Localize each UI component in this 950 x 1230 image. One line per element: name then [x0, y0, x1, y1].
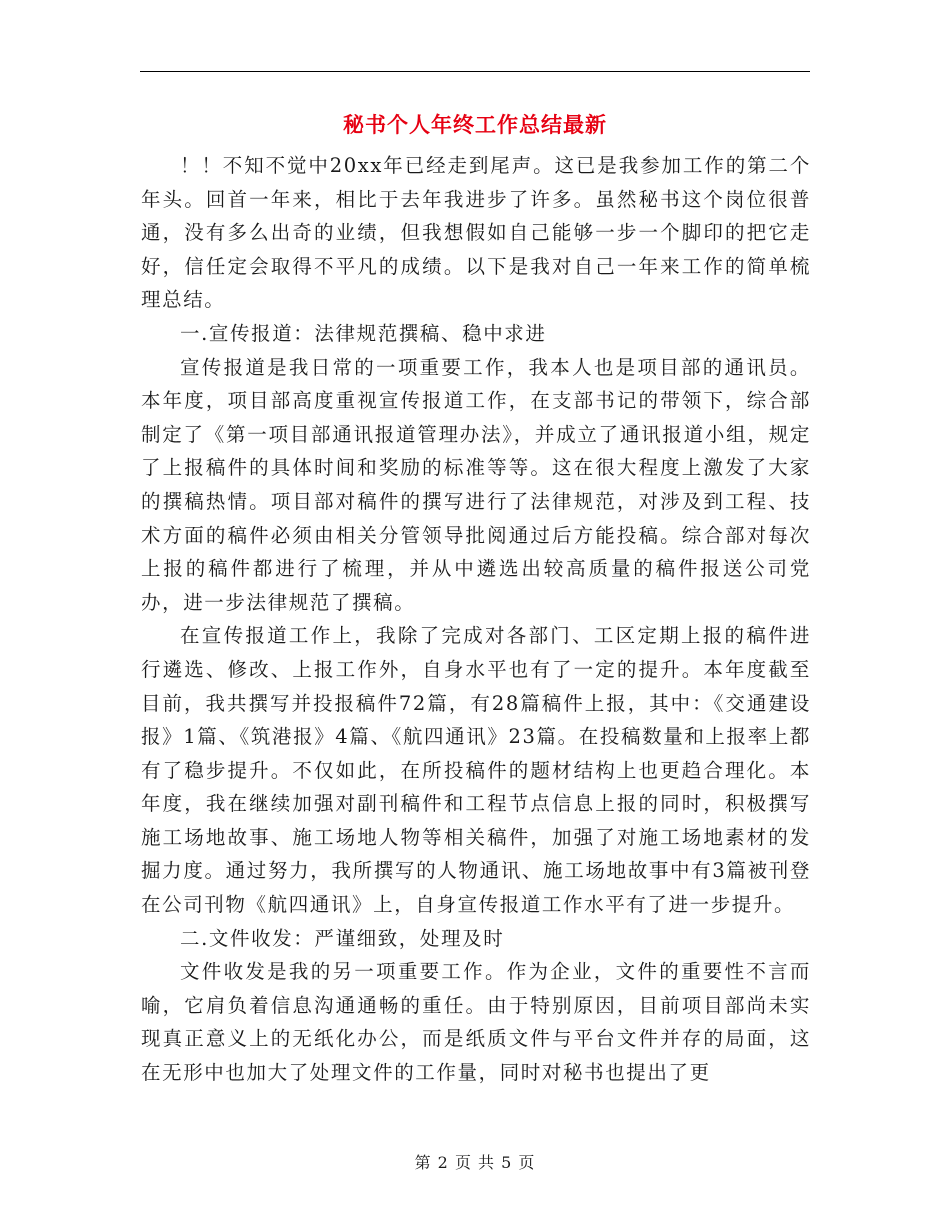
document-body — [141, 149, 811, 1090]
header-rule — [140, 71, 810, 72]
section-heading-publicity: 一.宣传报道：法律规范撰稿、稳中求进 — [180, 321, 547, 345]
paragraph-documents: 文件收发是我的另一项重要工作。作为企业，文件的重要性不言而喻，它肩负着信息沟通通畅的重任。由于特别原因，目前项目部尚未实现真正意义上的无纸化办公，而是纸质文件与平台文件并存的局面，这在无形中也加大了处理文件的工作量，同时对秘书也提出了更 — [141, 960, 811, 1085]
paragraph-publicity-results: 在宣传报道工作上，我除了完成对各部门、工区定期上报的稿件进行遴选、修改、上报工作外，自身水平也有了一定的提升。本年度截至目前，我共撰写并投报稿件72篇，有28篇稿件上报，其中：《交通建设报》1篇、《筑港报》4篇、《航四通讯》23篇。在投稿数量和上报率上都有了稳步提升。不仅如此，在所投稿件的题材结构上也更趋合理化。本年度，我在继续加强对副刊稿件和工程节点信息上报的同时，积极撰写施工场地故事、施工场地人物等相关稿件，加强了对施工场地素材的发掘力度。通过努力，我所撰写的人物通讯、施工场地故事中有3篇被刊登在公司刊物《航四通讯》上，自身宣传报道工作水平有了进一步提升。 — [141, 624, 811, 917]
section-heading-documents: 二.文件收发：严谨细致，处理及时 — [180, 926, 505, 950]
paragraph-intro: ！！不知不觉中20xx年已经走到尾声。这已是我参加工作的第二个年头。回首一年来，相比于去年我进步了许多。虽然秘书这个岗位很普通，没有多么出奇的业绩，但我想假如自己能够一步一个脚印的把它走好，信任定会取得不平凡的成绩。以下是我对自己一年来工作的简单梳理总结。 — [141, 154, 811, 312]
page-number-footer: 第 2 页 共 5 页 — [414, 1153, 536, 1172]
document-title: 秘书个人年终工作总结最新 — [343, 112, 607, 137]
paragraph-publicity-overview: 宣传报道是我日常的一项重要工作，我本人也是项目部的通讯员。本年度，项目部高度重视宣传报道工作，在支部书记的带领下，综合部制定了《第一项目部通讯报道管理办法》，并成立了通讯报道小组，规定了上报稿件的具体时间和奖励的标准等等。这在很大程度上激发了大家的撰稿热情。项目部对稿件的撰写进行了法律规范，对涉及到工程、技术方面的稿件必须由相关分管领导批阅通过后方能投稿。综合部对每次上报的稿件都进行了梳理，并从中遴选出较高质量的稿件报送公司党办，进一步法律规范了撰稿。 — [141, 355, 811, 614]
